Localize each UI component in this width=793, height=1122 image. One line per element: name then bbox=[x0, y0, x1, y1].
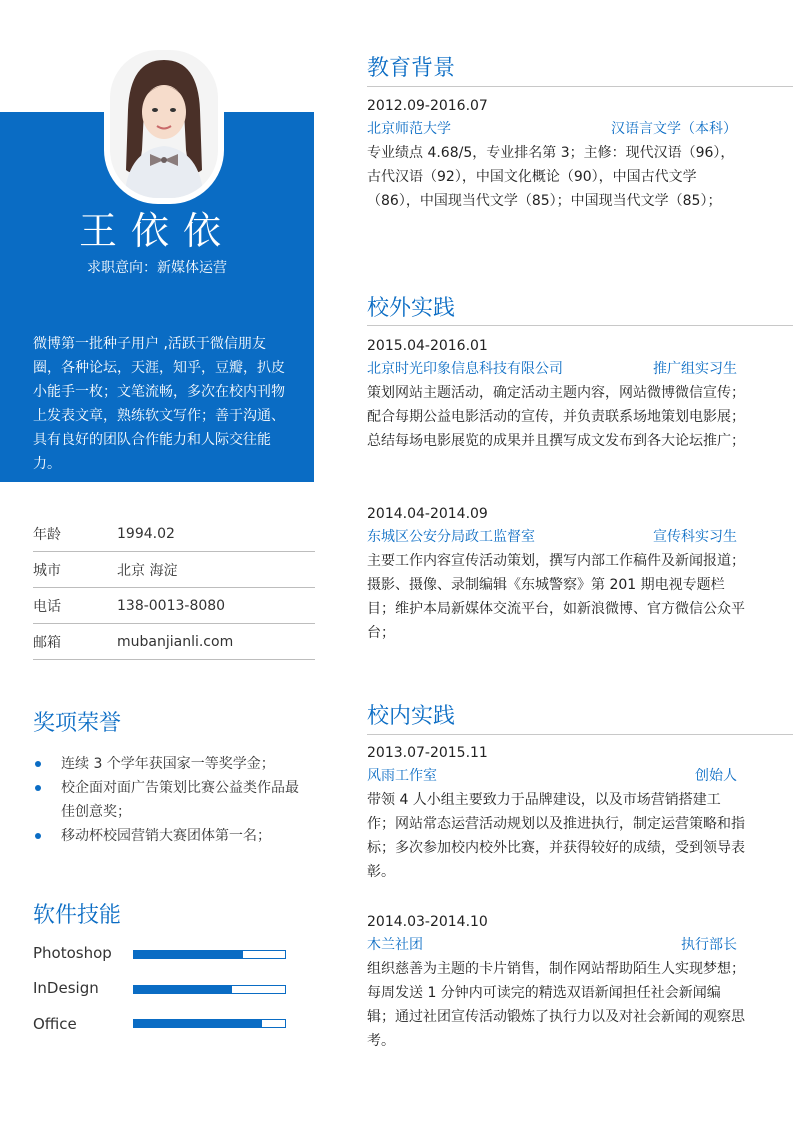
skill-name: InDesign bbox=[33, 979, 99, 997]
info-row-email bbox=[33, 624, 315, 660]
entry-org-line bbox=[367, 933, 747, 957]
award-item: 校企面对面广告策划比赛公益类作品最佳创意奖； bbox=[33, 776, 303, 824]
award-item: 连续 3 个学年获国家一等奖学金； bbox=[33, 752, 303, 776]
org-name: 东城区公安分局政工监督室 bbox=[367, 529, 535, 545]
skills-title: 软件技能 bbox=[33, 903, 122, 928]
candidate-name: 王依依 bbox=[78, 209, 235, 253]
role-name: 推广组实习生 bbox=[653, 361, 737, 377]
entry-body: 主要工作内容宣传活动策划，撰写内部工作稿件及新闻报道；摄影、摄像、录制编辑《东城警察》第 201 期电视专题栏目；维护本局新媒体交流平台，如新浪微博、官方微信公众平台； bbox=[367, 553, 745, 641]
external-practice-title: 校外实践 bbox=[367, 296, 456, 321]
entry-date: 2015.04-2016.01 bbox=[367, 338, 488, 354]
awards-list bbox=[33, 752, 303, 848]
entry-org-line bbox=[367, 764, 747, 788]
school-name: 北京师范大学 bbox=[367, 121, 451, 137]
self-summary: 微博第一批种子用户 ,活跃于微信朋友圈，各种论坛，天涯，知乎，豆瓣，扒皮小能手一枚；文笔流畅，多次在校内刊物上发表文章，熟练软文写作；善于沟通、具有良好的团队合作能力和人际交往能力。 bbox=[33, 336, 285, 472]
job-intention: 求职意向：新媒体运营 bbox=[87, 260, 227, 276]
awards-title: 奖项荣誉 bbox=[33, 711, 122, 736]
org-name: 北京时光印象信息科技有限公司 bbox=[367, 361, 563, 377]
org-name: 木兰社团 bbox=[367, 937, 423, 953]
experience-entry bbox=[367, 335, 747, 453]
info-row-age bbox=[33, 516, 315, 552]
info-label: 年龄 bbox=[33, 526, 61, 543]
personal-info bbox=[33, 516, 315, 660]
experience-entry bbox=[367, 503, 747, 645]
entry-org-line bbox=[367, 525, 747, 549]
entry-org-line bbox=[367, 357, 747, 381]
org-name: 风雨工作室 bbox=[367, 768, 437, 784]
skill-bar-fill bbox=[134, 986, 232, 993]
education-title: 教育背景 bbox=[367, 56, 456, 81]
section-divider bbox=[367, 325, 793, 326]
award-item: 移动杯校园营销大赛团体第一名； bbox=[33, 824, 303, 848]
section-divider bbox=[367, 734, 793, 735]
skill-name: Photoshop bbox=[33, 944, 112, 962]
skill-bar-office bbox=[133, 1019, 286, 1028]
role-name: 执行部长 bbox=[681, 937, 737, 953]
internal-practice-title: 校内实践 bbox=[367, 704, 456, 729]
skill-bar-indesign bbox=[133, 985, 286, 994]
role-name: 宣传科实习生 bbox=[653, 529, 737, 545]
entry-date: 2014.04-2014.09 bbox=[367, 506, 488, 522]
section-divider bbox=[367, 86, 793, 87]
info-value: mubanjianli.com bbox=[117, 633, 234, 650]
profile-photo bbox=[104, 44, 224, 204]
entry-body: 组织慈善为主题的卡片销售，制作网站帮助陌生人实现梦想；每周发送 1 分钟内可读完的精选双语新闻担任社会新闻编辑；通过社团宣传活动锻炼了执行力以及对社会新闻的观察思考。 bbox=[367, 961, 745, 1049]
experience-entry bbox=[367, 742, 747, 884]
entry-date: 2012.09-2016.07 bbox=[367, 98, 488, 114]
info-value: 138-0013-8080 bbox=[117, 597, 226, 614]
info-value: 1994.02 bbox=[117, 525, 175, 542]
entry-body: 专业绩点 4.68/5，专业排名第 3；主修：现代汉语（96），古代汉语（92），中国文化概论（90），中国古代文学（86），中国现当代文学（85）；中国现当代文学（85）； bbox=[367, 145, 735, 209]
skill-bar-photoshop bbox=[133, 950, 286, 959]
info-value: 北京 海淀 bbox=[117, 562, 178, 579]
entry-org-line bbox=[367, 117, 747, 141]
info-row-city bbox=[33, 552, 315, 588]
entry-date: 2014.03-2014.10 bbox=[367, 914, 488, 930]
entry-body: 带领 4 人小组主要致力于品牌建设，以及市场营销搭建工作；网站常态运营活动规划以及推进执行，制定运营策略和指标；多次参加校内校外比赛，并获得较好的成绩，受到领导表彰。 bbox=[367, 792, 745, 880]
info-label: 城市 bbox=[33, 562, 61, 579]
role-name: 创始人 bbox=[695, 768, 737, 784]
avatar-illustration bbox=[110, 50, 218, 198]
experience-entry bbox=[367, 911, 747, 1053]
skill-bar-fill bbox=[134, 951, 243, 958]
entry-date: 2013.07-2015.11 bbox=[367, 745, 488, 761]
info-label: 邮箱 bbox=[33, 634, 61, 651]
education-entry bbox=[367, 95, 747, 213]
info-label: 电话 bbox=[33, 598, 61, 615]
major-name: 汉语言文学（本科） bbox=[611, 121, 737, 137]
info-row-phone bbox=[33, 588, 315, 624]
skill-bar-fill bbox=[134, 1020, 262, 1027]
skill-name: Office bbox=[33, 1015, 77, 1033]
entry-body: 策划网站主题活动，确定活动主题内容，网站微博微信宣传；配合每期公益电影活动的宣传，并负责联系场地策划电影展；总结每场电影展览的成果并且撰写成文发布到各大论坛推广； bbox=[367, 385, 745, 449]
